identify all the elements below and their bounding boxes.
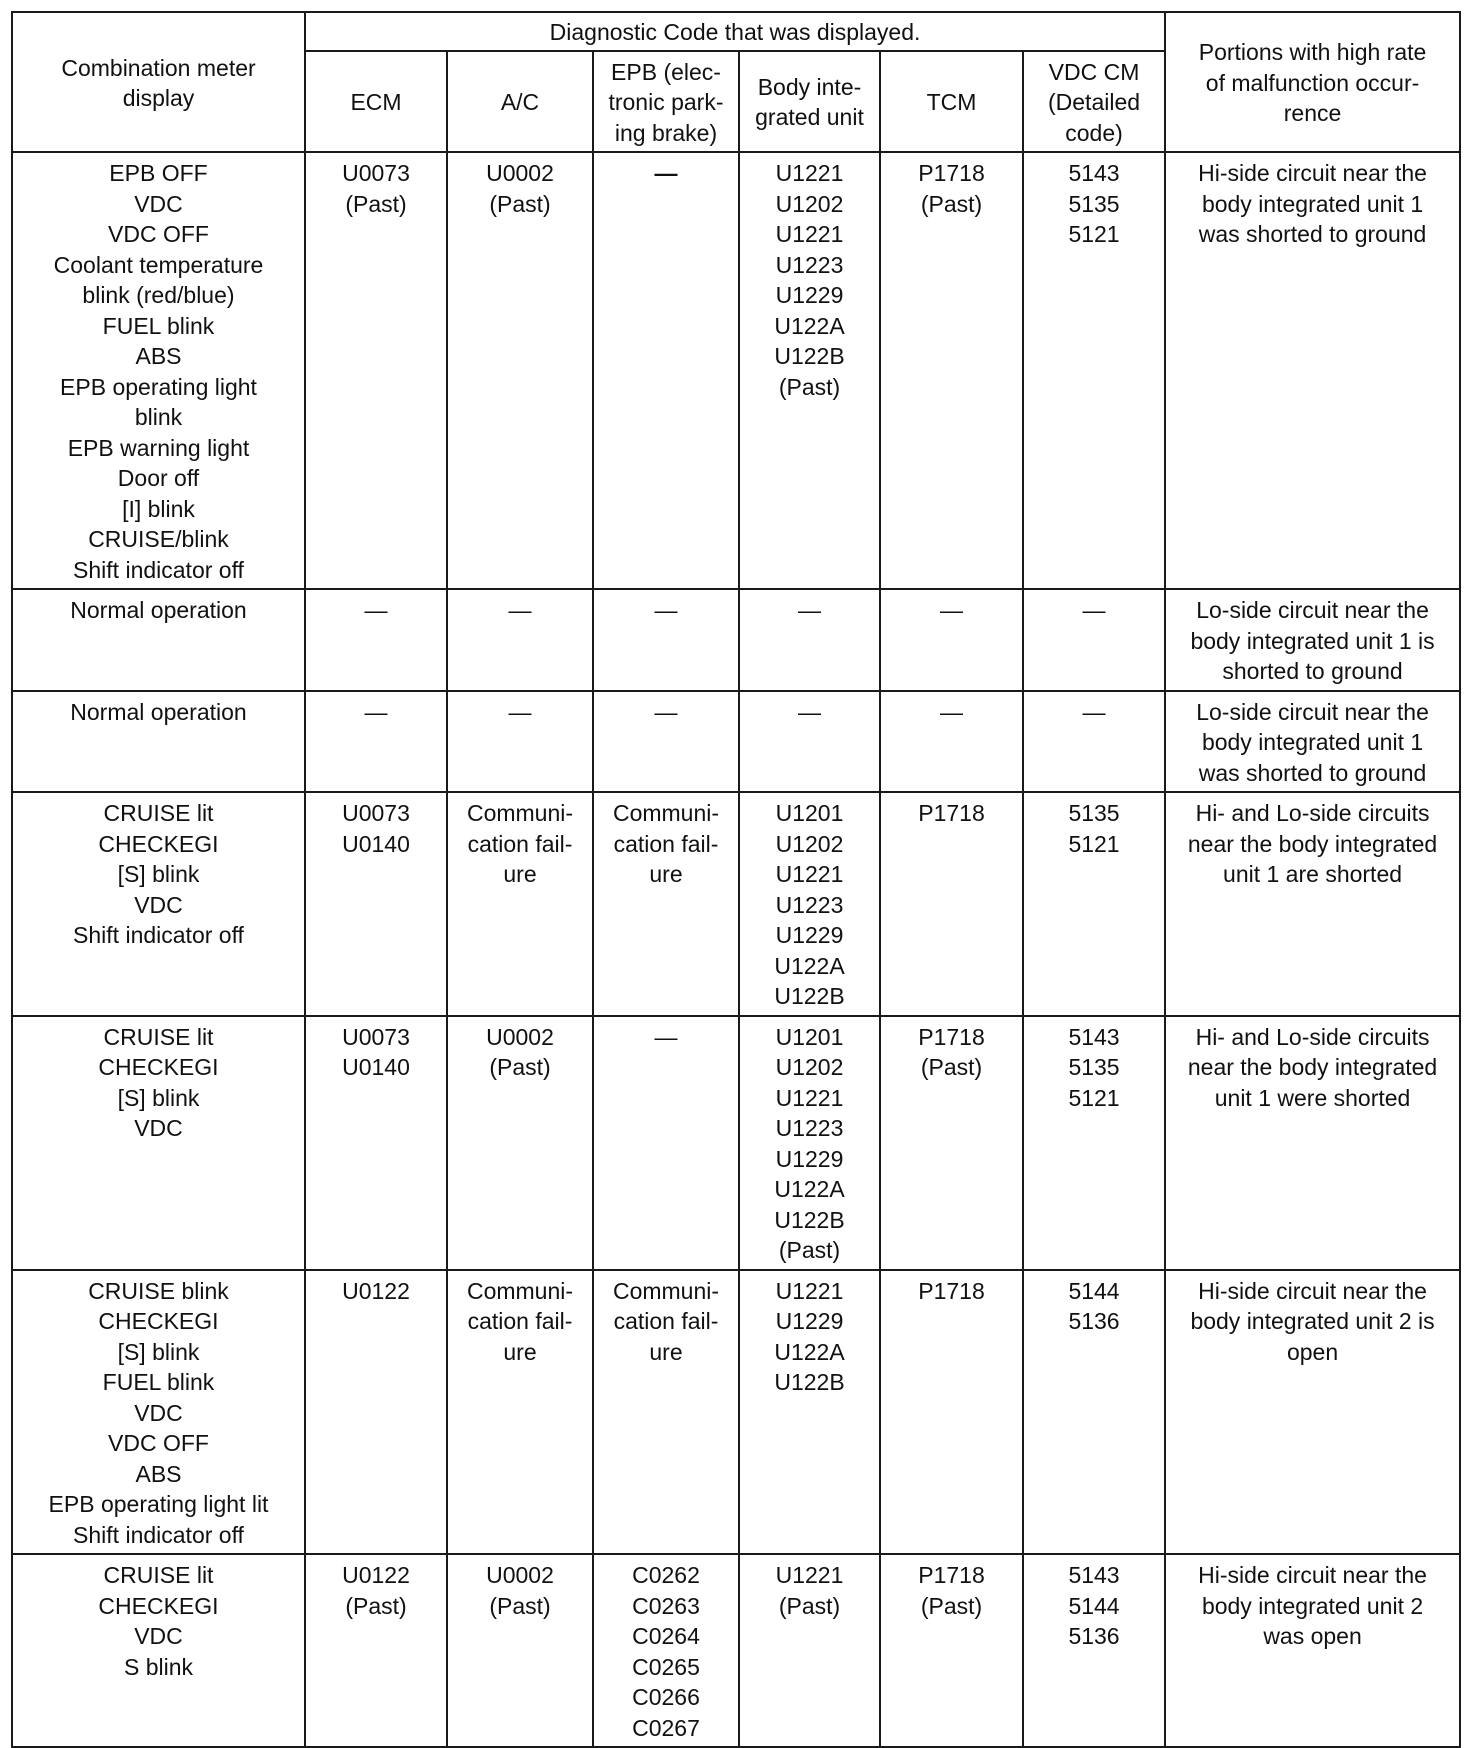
cell-tcm-code: — bbox=[880, 691, 1023, 793]
cell-ecm-code: — bbox=[305, 589, 447, 691]
cell-epb-code: — bbox=[593, 152, 739, 589]
table-row bbox=[12, 792, 1460, 1016]
cell-epb-code: — bbox=[593, 1016, 739, 1270]
cell-malfunction-portion: Hi- and Lo-side circuits near the body integrated unit 1 are shorted bbox=[1165, 792, 1460, 1016]
cell-meter-display: EPB OFF VDC VDC OFF Coolant temperature blink (red/blue) FUEL blink ABS EPB operating light blink EPB warning light Door off [I] blink CRUISE/blink Shift indicator off bbox=[12, 152, 305, 589]
table-body bbox=[12, 152, 1460, 1747]
cell-epb-code: Communi- cation fail- ure bbox=[593, 1270, 739, 1555]
table-row bbox=[12, 691, 1460, 793]
cell-vdc-code: — bbox=[1023, 691, 1165, 793]
cell-ecm-code: U0073 U0140 bbox=[305, 792, 447, 1016]
header-epb: EPB (elec- tronic park- ing brake) bbox=[593, 51, 739, 153]
cell-epb-code: — bbox=[593, 589, 739, 691]
cell-ecm-code: U0122 (Past) bbox=[305, 1554, 447, 1747]
cell-malfunction-portion: Lo-side circuit near the body integrated unit 1 is shorted to ground bbox=[1165, 589, 1460, 691]
cell-malfunction-portion: Lo-side circuit near the body integrated unit 1 was shorted to ground bbox=[1165, 691, 1460, 793]
cell-vdc-code: 5135 5121 bbox=[1023, 792, 1165, 1016]
cell-meter-display: CRUISE lit CHECKEGI [S] blink VDC bbox=[12, 1016, 305, 1270]
cell-tcm-code: P1718 bbox=[880, 792, 1023, 1016]
table-row bbox=[12, 589, 1460, 691]
header-ecm: ECM bbox=[305, 51, 447, 153]
cell-ac-code: U0002 (Past) bbox=[447, 152, 593, 589]
cell-ac-code: U0002 (Past) bbox=[447, 1554, 593, 1747]
cell-meter-display: Normal operation bbox=[12, 589, 305, 691]
cell-tcm-code: P1718 bbox=[880, 1270, 1023, 1555]
cell-body-unit-code: U1201 U1202 U1221 U1223 U1229 U122A U122B (Past) bbox=[739, 1016, 880, 1270]
cell-tcm-code: P1718 (Past) bbox=[880, 1554, 1023, 1747]
cell-malfunction-portion: Hi- and Lo-side circuits near the body integrated unit 1 were shorted bbox=[1165, 1016, 1460, 1270]
cell-tcm-code: P1718 (Past) bbox=[880, 152, 1023, 589]
cell-meter-display: CRUISE lit CHECKEGI VDC S blink bbox=[12, 1554, 305, 1747]
cell-ecm-code: U0073 (Past) bbox=[305, 152, 447, 589]
cell-malfunction-portion: Hi-side circuit near the body integrated unit 2 was open bbox=[1165, 1554, 1460, 1747]
cell-meter-display: CRUISE lit CHECKEGI [S] blink VDC Shift indicator off bbox=[12, 792, 305, 1016]
cell-ecm-code: — bbox=[305, 691, 447, 793]
cell-vdc-code: 5143 5135 5121 bbox=[1023, 1016, 1165, 1270]
cell-body-unit-code: — bbox=[739, 691, 880, 793]
header-tcm: TCM bbox=[880, 51, 1023, 153]
cell-ac-code: Communi- cation fail- ure bbox=[447, 792, 593, 1016]
cell-epb-code: C0262 C0263 C0264 C0265 C0266 C0267 bbox=[593, 1554, 739, 1747]
cell-malfunction-portion: Hi-side circuit near the body integrated unit 2 is open bbox=[1165, 1270, 1460, 1555]
table-header bbox=[12, 12, 1460, 152]
cell-meter-display: CRUISE blink CHECKEGI [S] blink FUEL blink VDC VDC OFF ABS EPB operating light lit Shift indicator off bbox=[12, 1270, 305, 1555]
header-diagnostic-code-group: Diagnostic Code that was displayed. bbox=[305, 12, 1165, 51]
header-malfunction-portions: Portions with high rate of malfunction occur- rence bbox=[1165, 12, 1460, 152]
table-row bbox=[12, 152, 1460, 589]
cell-body-unit-code: U1201 U1202 U1221 U1223 U1229 U122A U122B bbox=[739, 792, 880, 1016]
cell-vdc-code: 5144 5136 bbox=[1023, 1270, 1165, 1555]
header-ac: A/C bbox=[447, 51, 593, 153]
table-row bbox=[12, 1270, 1460, 1555]
table-row bbox=[12, 1554, 1460, 1747]
cell-epb-code: — bbox=[593, 691, 739, 793]
cell-ac-code: U0002 (Past) bbox=[447, 1016, 593, 1270]
cell-tcm-code: — bbox=[880, 589, 1023, 691]
cell-ac-code: — bbox=[447, 589, 593, 691]
cell-ac-code: Communi- cation fail- ure bbox=[447, 1270, 593, 1555]
cell-ac-code: — bbox=[447, 691, 593, 793]
cell-ecm-code: U0073 U0140 bbox=[305, 1016, 447, 1270]
cell-meter-display: Normal operation bbox=[12, 691, 305, 793]
cell-body-unit-code: U1221 (Past) bbox=[739, 1554, 880, 1747]
cell-body-unit-code: U1221 U1229 U122A U122B bbox=[739, 1270, 880, 1555]
diagnostic-code-table bbox=[11, 11, 1461, 1748]
table-row bbox=[12, 1016, 1460, 1270]
cell-ecm-code: U0122 bbox=[305, 1270, 447, 1555]
cell-epb-code: Communi- cation fail- ure bbox=[593, 792, 739, 1016]
cell-vdc-code: 5143 5135 5121 bbox=[1023, 152, 1165, 589]
cell-body-unit-code: — bbox=[739, 589, 880, 691]
cell-tcm-code: P1718 (Past) bbox=[880, 1016, 1023, 1270]
cell-vdc-code: 5143 5144 5136 bbox=[1023, 1554, 1165, 1747]
header-combination-meter-display: Combination meter display bbox=[12, 12, 305, 152]
header-vdc-cm: VDC CM (Detailed code) bbox=[1023, 51, 1165, 153]
cell-malfunction-portion: Hi-side circuit near the body integrated unit 1 was shorted to ground bbox=[1165, 152, 1460, 589]
cell-body-unit-code: U1221 U1202 U1221 U1223 U1229 U122A U122B (Past) bbox=[739, 152, 880, 589]
header-body-integrated-unit: Body inte- grated unit bbox=[739, 51, 880, 153]
cell-vdc-code: — bbox=[1023, 589, 1165, 691]
